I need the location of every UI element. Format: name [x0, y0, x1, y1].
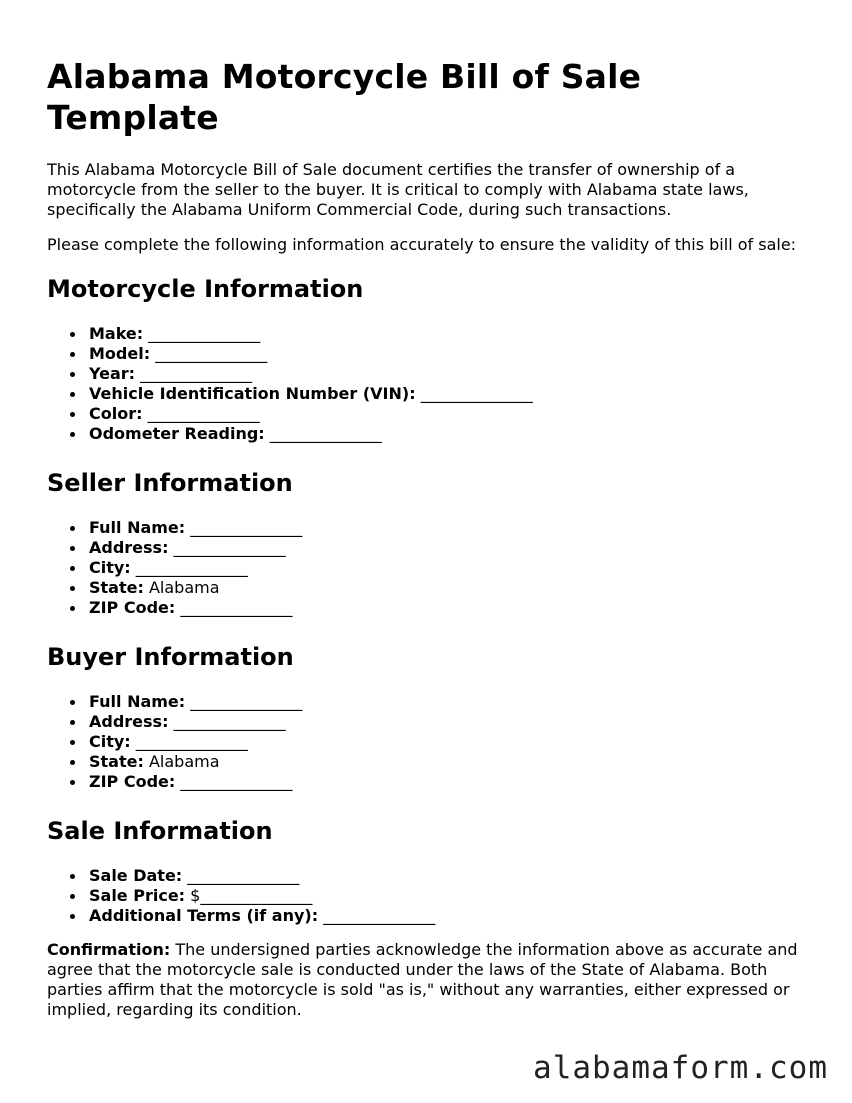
field-year	[89, 364, 807, 384]
field-seller-zip	[89, 598, 807, 618]
field-value: ______________	[155, 344, 268, 363]
sale-field-list	[47, 866, 807, 926]
field-color	[89, 404, 807, 424]
field-make	[89, 324, 807, 344]
page-title: Alabama Motorcycle Bill of Sale Template	[47, 57, 642, 137]
field-label: Vehicle Identification Number (VIN):	[89, 384, 416, 403]
field-label: Address:	[89, 712, 169, 731]
field-label: Make:	[89, 324, 144, 343]
field-value: Alabama	[148, 752, 220, 771]
field-buyer-state	[89, 752, 807, 772]
field-label: State:	[89, 752, 144, 771]
field-value: ______________	[135, 732, 248, 751]
field-vin	[89, 384, 807, 404]
field-label: Sale Price:	[89, 886, 186, 905]
field-seller-full-name	[89, 518, 807, 538]
seller-field-list	[47, 518, 807, 618]
field-seller-address	[89, 538, 807, 558]
field-label: Address:	[89, 538, 169, 557]
motorcycle-field-list	[47, 324, 807, 444]
confirmation-text: The undersigned parties acknowledge the information above as accurate and agree that the motorcycle sale is conducted under the laws of the State of Alabama. Both parties affirm that the motorcycle is sold "as is," without any warranties, either expressed or implied, regarding its condition.	[47, 940, 798, 1019]
field-value: ______________	[180, 598, 293, 617]
field-value: ______________	[269, 424, 382, 443]
field-label: Sale Date:	[89, 866, 183, 885]
field-label: Color:	[89, 404, 143, 423]
confirmation-label: Confirmation:	[47, 940, 171, 959]
field-value: ______________	[148, 324, 261, 343]
field-sale-date	[89, 866, 807, 886]
field-value: ______________	[135, 558, 248, 577]
field-buyer-address	[89, 712, 807, 732]
field-sale-price	[89, 886, 807, 906]
field-value: ______________	[190, 692, 303, 711]
field-seller-state	[89, 578, 807, 598]
watermark: alabamaform.com	[533, 1050, 828, 1086]
field-label: Model:	[89, 344, 151, 363]
field-buyer-city	[89, 732, 807, 752]
buyer-field-list	[47, 692, 807, 792]
field-value: ______________	[420, 384, 533, 403]
field-value: ______________	[180, 772, 293, 791]
motorcycle-heading: Motorcycle Information	[47, 275, 364, 303]
field-label: City:	[89, 732, 131, 751]
sale-heading: Sale Information	[47, 817, 273, 845]
field-value: ______________	[190, 518, 303, 537]
field-value: ______________	[323, 906, 436, 925]
field-buyer-full-name	[89, 692, 807, 712]
field-label: Year:	[89, 364, 136, 383]
field-value: ______________	[187, 866, 300, 885]
field-value: ______________	[173, 712, 286, 731]
field-model	[89, 344, 807, 364]
field-buyer-zip	[89, 772, 807, 792]
field-label: Full Name:	[89, 518, 186, 537]
field-value: ______________	[140, 364, 253, 383]
document	[47, 56, 807, 1035]
field-label: Odometer Reading:	[89, 424, 265, 443]
buyer-heading: Buyer Information	[47, 643, 294, 671]
field-label: State:	[89, 578, 144, 597]
intro-paragraph: This Alabama Motorcycle Bill of Sale document certifies the transfer of ownership of a motorcycle from the seller to the buyer. It is critical to comply with Alabama state laws, specifically the Alabama Uniform Commercial Code, during such transactions.	[47, 160, 749, 219]
field-label: ZIP Code:	[89, 598, 176, 617]
seller-heading: Seller Information	[47, 469, 293, 497]
field-seller-city	[89, 558, 807, 578]
field-label: Full Name:	[89, 692, 186, 711]
field-value: ______________	[173, 538, 286, 557]
field-value: ______________	[147, 404, 260, 423]
field-additional-terms	[89, 906, 807, 926]
field-label: Additional Terms (if any):	[89, 906, 319, 925]
field-label: ZIP Code:	[89, 772, 176, 791]
field-value: $______________	[190, 886, 313, 905]
field-odometer	[89, 424, 807, 444]
instruction-paragraph: Please complete the following information accurately to ensure the validity of this bill of sale:	[47, 235, 797, 254]
field-value: Alabama	[148, 578, 220, 597]
field-label: City:	[89, 558, 131, 577]
confirmation-paragraph	[47, 940, 807, 1020]
